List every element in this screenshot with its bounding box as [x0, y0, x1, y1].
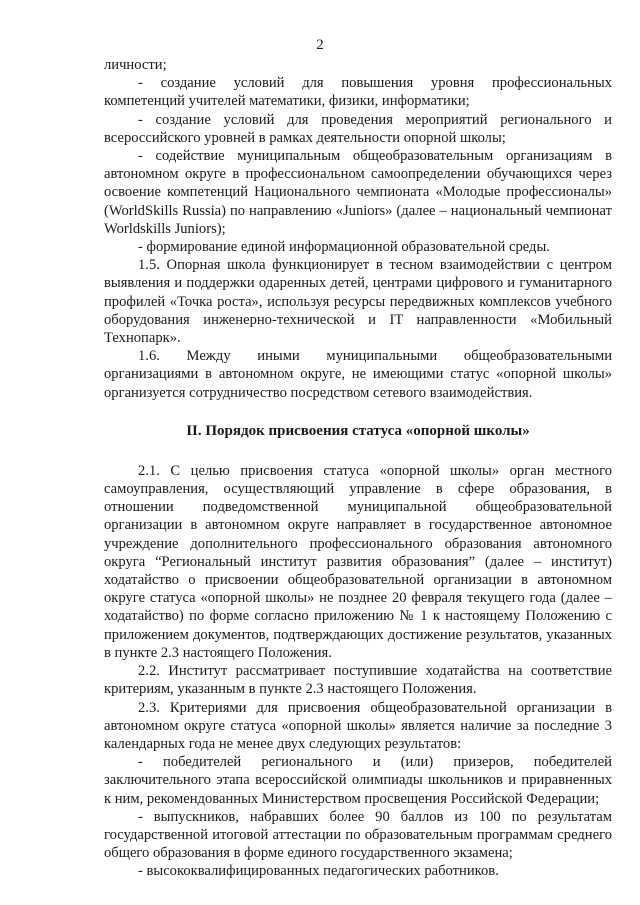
paragraph-2-1: 2.1. С целью присвоения статуса «опорной школы» орган местного самоуправления, осуществляющий управление в сфере образования, в отношении подведомственной муниципальной общеобразовательной организации в автономном округе направляет в государственное автономное учреждение дополнительного профессионального образования автономного округа “Региональный институт развития образования” (далее – институт) ходатайство о присвоении общеобразовательной организации в автономном округе статуса «опорной школы» не позднее 20 февраля текущего года (далее – ходатайство) по форме согласно приложению № 1 к настоящему Положению с приложением документов, подтверждающих достижение результатов, указанных в пункте 2.3 настоящего Положения.: [104, 462, 612, 661]
list-item-teachers: - высококвалифицированных педагогических работников.: [138, 863, 499, 880]
list-item-worldskills: - содействие муниципальным общеобразовательным организациям в автономном округе в профессиональном самоопределении обучающихся через освоение компетенций Национального чемпионата «Молодые профессионалы» (WorldSkills Russia) по направлению «Juniors» (далее – национальный чемпионат Worldskills Juniors);: [104, 148, 612, 237]
list-item-graduates: - выпускников, набравших более 90 баллов из 100 по результатам государственной итоговой аттестации по образовательным программам среднего общего образования в форме единого государственного экзамена;: [104, 808, 612, 862]
paragraph-continuation: личности;: [104, 57, 167, 73]
paragraph-2-3: 2.3. Критериями для присвоения общеобразовательной организации в автономном округе статуса «опорной школы» является наличие за последние 3 календарных года не менее двух следующих результатов:: [104, 699, 612, 752]
page-number: 2: [316, 37, 324, 53]
paragraph-1-5: 1.5. Опорная школа функционирует в тесном взаимодействии с центром выявления и поддержки одаренных детей, центрами цифрового и гуманитарного профилей «Точка роста», используя ресурсы передвижных комплексов учебного оборудования инженерно-технической и IT направленности «Мобильный Технопарк».: [104, 257, 612, 347]
list-item-info-environment: - формирование единой информационной образовательной среды.: [138, 239, 550, 256]
list-item-competencies: - создание условий для повышения уровня профессиональных компетенций учителей математики, физики, информатики;: [104, 75, 612, 110]
list-item-events: - создание условий для проведения мероприятий регионального и всероссийского уровней в рамках деятельности опорной школы;: [104, 111, 612, 146]
document-body: [104, 56, 612, 881]
paragraph-2-2: 2.2. Институт рассматривает поступившие ходатайства на соответствие критериям, указанным в пункте 2.3 настоящего Положения.: [104, 663, 612, 698]
section-heading: II. Порядок присвоения статуса «опорной школы»: [186, 422, 530, 439]
list-item-olympiad: - победителей регионального и (или) призеров, победителей заключительного этапа всероссийской олимпиады школьников и приравненных к ним, рекомендованных Министерством просвещения Российской Федерации;: [104, 754, 612, 807]
paragraph-1-6: 1.6. Между иными муниципальными общеобразовательными организациями в автономном округе, не имеющими статус «опорной школы» организуется сотрудничество посредством сетевого взаимодействия.: [104, 348, 612, 401]
